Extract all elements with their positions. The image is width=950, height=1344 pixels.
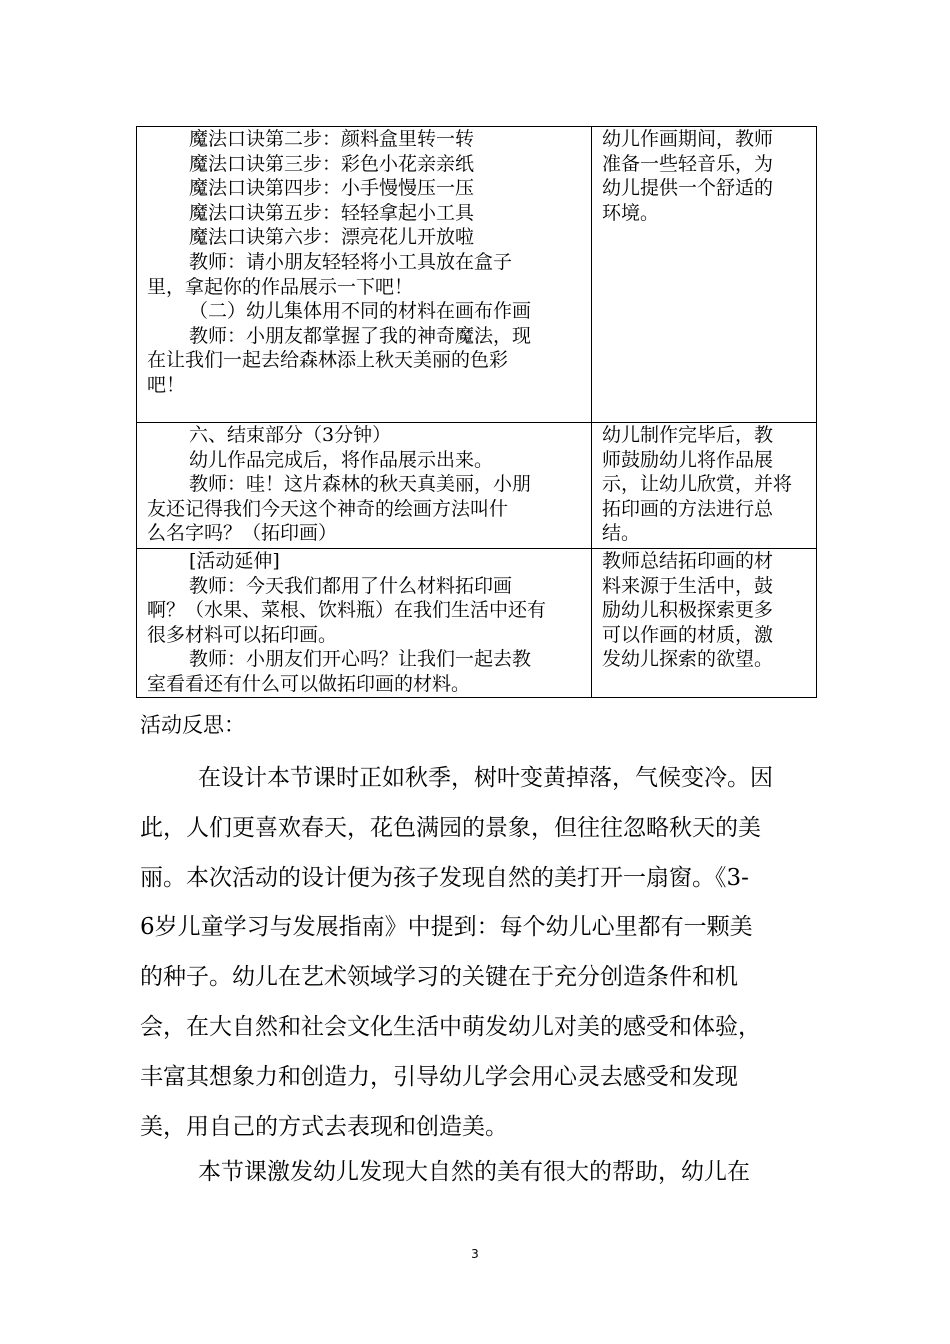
lesson-plan-table [136, 126, 817, 698]
text-line: 发幼儿探索的欲望。 [602, 648, 774, 671]
text-line: 教师：小朋友们开心吗？让我们一起去教 [189, 648, 532, 671]
text-line: 6岁儿童学习与发展指南》中提到：每个幼儿心里都有一颗美 [140, 914, 753, 941]
text-line: 六、结束部分（3分钟） [189, 424, 392, 446]
reflection-paragraph [140, 754, 820, 1152]
text-line: 室看看还有什么可以做拓印画的材料。 [147, 672, 471, 695]
text-line: 美，用自己的方式去表现和创造美。 [140, 1113, 508, 1140]
text-line: 环境。 [602, 201, 660, 224]
text-line: 教师：今天我们都用了什么材料拓印画 [189, 574, 513, 597]
activity-cell [137, 127, 592, 423]
text-line: 幼儿提供一个舒适的 [602, 177, 774, 200]
table-row [137, 549, 817, 698]
activity-cell [137, 549, 592, 698]
table-row [137, 423, 817, 549]
text-line: 丽。本次活动的设计便为孩子发现自然的美打开一扇窗。《3- [140, 864, 749, 891]
text-line: 啊？（水果、菜根、饮料瓶）在我们生活中还有 [147, 599, 547, 622]
text-line: 可以作画的材质，激 [602, 623, 774, 646]
text-line: 里，拿起你的作品展示一下吧！ [147, 275, 414, 298]
note-cell [592, 423, 817, 549]
text-line: 魔法口诀第四步：小手慢慢压一压 [189, 177, 475, 200]
text-line: 的种子。幼儿在艺术领域学习的关键在于充分创造条件和机 [140, 964, 738, 991]
text-line: 魔法口诀第二步：颜料盒里转一转 [189, 128, 475, 150]
text-line: 此，人们更喜欢春天，花色满园的景象，但往往忽略秋天的美 [140, 814, 761, 841]
text-line: 么名字吗？（拓印画） [147, 522, 338, 545]
text-line: 幼儿作品完成后，将作品展示出来。 [189, 448, 494, 471]
text-line: 魔法口诀第五步：轻轻拿起小工具 [189, 201, 475, 224]
text-line: （二）幼儿集体用不同的材料在画布作画 [189, 300, 532, 323]
text-line: [活动延伸] [189, 550, 280, 572]
text-line: 丰富其想象力和创造力，引导幼儿学会用心灵去感受和发现 [140, 1063, 738, 1090]
text-line: 准备一些轻音乐，为 [602, 152, 774, 175]
text-line: 教师：小朋友都掌握了我的神奇魔法，现 [189, 324, 532, 347]
page-number: 3 [471, 1247, 479, 1261]
text-line: 结。 [602, 522, 641, 545]
text-line: 教师：哇！这片森林的秋天真美丽，小朋 [189, 473, 532, 496]
reflection-paragraph-2: 本节课激发幼儿发现大自然的美有很大的帮助，幼儿在 [198, 1159, 750, 1185]
note-cell [592, 549, 817, 698]
text-line: 在让我们一起去给森林添上秋天美丽的色彩 [147, 349, 509, 372]
text-line: 幼儿作画期间，教师 [602, 128, 774, 150]
table-row [137, 127, 817, 423]
text-line: 幼儿制作完毕后，教 [602, 424, 774, 446]
text-line: 师鼓励幼儿将作品展 [602, 448, 774, 471]
text-line: 很多材料可以拓印画。 [147, 623, 338, 646]
text-line: 友还记得我们今天这个神奇的绘画方法叫什 [147, 497, 509, 520]
text-line: 示，让幼儿欣赏，并将 [602, 473, 793, 496]
text-line: 拓印画的方法进行总 [602, 497, 774, 520]
text-line: 魔法口诀第三步：彩色小花亲亲纸 [189, 152, 475, 175]
section-heading: 活动反思： [140, 713, 245, 737]
text-line: 教师：请小朋友轻轻将小工具放在盒子 [189, 250, 513, 273]
text-line: 在设计本节课时正如秋季，树叶变黄掉落，气候变冷。因 [198, 765, 773, 791]
note-cell [592, 127, 817, 423]
text-line: 会，在大自然和社会文化生活中萌发幼儿对美的感受和体验， [140, 1013, 761, 1040]
activity-cell [137, 423, 592, 549]
text-line: 魔法口诀第六步：漂亮花儿开放啦 [189, 226, 475, 249]
text-line: 料来源于生活中，鼓 [602, 574, 774, 597]
text-line: 吧！ [147, 373, 186, 396]
text-line: 励幼儿积极探索更多 [602, 599, 774, 622]
text-line: 教师总结拓印画的材 [602, 550, 774, 572]
